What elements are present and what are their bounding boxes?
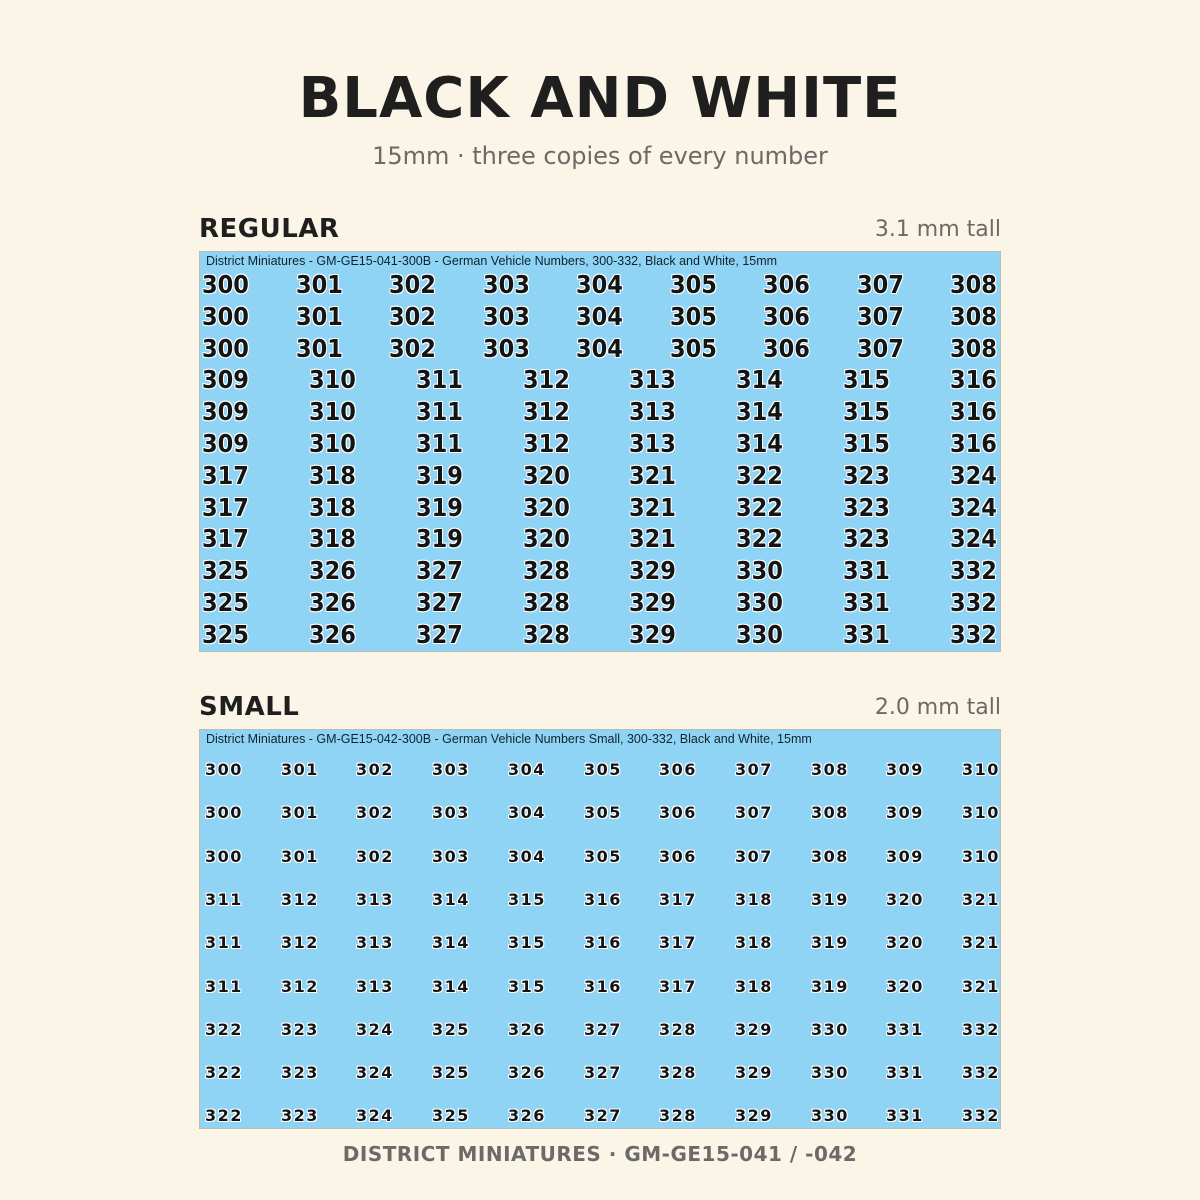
decal-number: 331 [843, 556, 890, 586]
decal-number: 327 [416, 588, 463, 617]
decal-number: 304 [576, 301, 623, 331]
decal-number: 309 [886, 803, 924, 823]
decal-number: 302 [356, 803, 394, 823]
small-size-label: 2.0 mm tall [874, 695, 1001, 720]
decal-number: 324 [950, 460, 997, 490]
decal-number: 310 [962, 760, 1000, 779]
decal-number: 309 [202, 397, 249, 427]
decal-number: 301 [281, 803, 319, 823]
decal-number: 318 [309, 492, 356, 522]
decal-number: 307 [857, 301, 904, 331]
decal-number: 317 [202, 492, 249, 522]
decal-number: 308 [950, 333, 997, 363]
decal-number: 315 [843, 397, 890, 427]
decal-number: 331 [886, 1106, 924, 1126]
decal-number: 312 [523, 365, 570, 395]
decal-number: 327 [416, 556, 463, 586]
number-row [200, 396, 1000, 428]
decal-number: 322 [736, 492, 783, 522]
decal-number: 311 [205, 933, 243, 953]
decal-number: 330 [811, 1063, 849, 1083]
decal-number: 324 [950, 492, 997, 522]
number-row [200, 1106, 1000, 1129]
decal-number: 304 [508, 803, 546, 823]
decal-number: 313 [629, 429, 676, 458]
decal-number: 326 [508, 1063, 546, 1083]
decal-number: 330 [811, 1106, 849, 1126]
decal-number: 329 [735, 1106, 773, 1126]
decal-number: 327 [584, 1106, 622, 1126]
decal-number: 328 [523, 556, 570, 586]
decal-number: 331 [886, 1063, 924, 1083]
decal-number: 321 [629, 524, 676, 554]
decal-number: 323 [281, 1106, 319, 1126]
number-row [200, 492, 1000, 524]
decal-number: 322 [736, 524, 783, 554]
number-row [200, 523, 1000, 555]
decal-number: 305 [584, 760, 622, 779]
decal-number: 328 [659, 1019, 697, 1039]
decal-number: 332 [950, 556, 997, 586]
decal-number: 314 [736, 429, 783, 458]
decal-number: 306 [659, 803, 697, 823]
decal-number: 317 [659, 976, 697, 996]
decal-number: 300 [205, 803, 243, 823]
decal-number: 300 [202, 301, 249, 331]
small-sheet-caption: District Miniatures - GM-GE15-042-300B - German Vehicle Numbers Small, 300-332, Black and White, 15mm [206, 732, 812, 746]
decal-number: 324 [950, 524, 997, 554]
decal-number: 321 [629, 492, 676, 522]
number-row [200, 555, 1000, 587]
decal-number: 308 [811, 760, 849, 779]
decal-number: 323 [843, 492, 890, 522]
decal-number: 301 [296, 333, 343, 363]
decal-number: 314 [432, 933, 470, 953]
decal-number: 314 [432, 889, 470, 909]
decal-number: 305 [584, 803, 622, 823]
decal-number: 329 [735, 1019, 773, 1039]
decal-number: 304 [508, 760, 546, 779]
decal-number: 323 [843, 460, 890, 490]
decal-number: 315 [508, 889, 546, 909]
decal-number: 305 [670, 301, 717, 331]
decal-number: 332 [962, 1063, 1000, 1083]
decal-number: 319 [416, 524, 463, 554]
decal-number: 322 [205, 1019, 243, 1039]
decal-number: 312 [281, 889, 319, 909]
decal-number: 318 [735, 933, 773, 953]
decal-number: 328 [659, 1106, 697, 1126]
decal-number: 330 [736, 556, 783, 586]
number-row [200, 301, 1000, 333]
decal-number: 332 [962, 1106, 1000, 1126]
decal-number: 318 [735, 976, 773, 996]
decal-number: 331 [843, 619, 890, 649]
decal-number: 310 [309, 429, 356, 458]
decal-number: 301 [281, 846, 319, 866]
decal-number: 311 [416, 397, 463, 427]
decal-number: 318 [309, 524, 356, 554]
decal-number: 325 [202, 619, 249, 649]
decal-number: 305 [670, 333, 717, 363]
decal-number: 326 [309, 588, 356, 617]
decal-number: 326 [508, 1106, 546, 1126]
decal-number: 323 [281, 1019, 319, 1039]
decal-number: 306 [763, 301, 810, 331]
decal-number: 302 [389, 270, 436, 299]
decal-number: 329 [629, 588, 676, 617]
decal-number: 315 [843, 365, 890, 395]
decal-number: 303 [483, 301, 530, 331]
decal-number: 302 [356, 760, 394, 779]
decal-number: 316 [950, 397, 997, 427]
decal-number: 315 [843, 429, 890, 458]
decal-number: 302 [389, 333, 436, 363]
decal-number: 321 [962, 933, 1000, 953]
decal-number: 330 [811, 1019, 849, 1039]
page-subtitle: 15mm · three copies of every number [372, 142, 828, 170]
decal-number: 319 [811, 976, 849, 996]
decal-number: 303 [432, 803, 470, 823]
decal-number: 319 [416, 492, 463, 522]
decal-number: 332 [950, 588, 997, 617]
number-row [200, 587, 1000, 619]
number-row [200, 1020, 1000, 1052]
decal-number: 332 [950, 619, 997, 649]
decal-number: 314 [736, 365, 783, 395]
decal-number: 311 [416, 365, 463, 395]
small-decal-sheet [199, 729, 1001, 1129]
number-row [200, 760, 1000, 792]
decal-number: 302 [389, 301, 436, 331]
decal-number: 322 [205, 1063, 243, 1083]
decal-number: 307 [735, 803, 773, 823]
decal-number: 325 [202, 588, 249, 617]
decal-number: 307 [857, 270, 904, 299]
decal-number: 328 [523, 619, 570, 649]
decal-number: 315 [508, 976, 546, 996]
decal-number: 313 [629, 365, 676, 395]
decal-number: 324 [356, 1106, 394, 1126]
decal-number: 331 [843, 588, 890, 617]
decal-number: 329 [629, 556, 676, 586]
decal-number: 316 [950, 429, 997, 458]
decal-number: 303 [483, 270, 530, 299]
decal-number: 319 [811, 889, 849, 909]
decal-number: 316 [584, 976, 622, 996]
number-row [200, 364, 1000, 396]
decal-number: 300 [205, 760, 243, 779]
regular-section-title: REGULAR [199, 214, 340, 244]
small-section-title: SMALL [199, 692, 300, 722]
decal-number: 309 [886, 760, 924, 779]
decal-number: 325 [432, 1019, 470, 1039]
decal-number: 327 [584, 1019, 622, 1039]
decal-number: 323 [281, 1063, 319, 1083]
decal-number: 301 [281, 760, 319, 779]
decal-number: 306 [659, 760, 697, 779]
decal-number: 318 [735, 889, 773, 909]
decal-number: 320 [523, 460, 570, 490]
decal-number: 328 [523, 588, 570, 617]
number-row [200, 847, 1000, 879]
decal-number: 330 [736, 619, 783, 649]
decal-number: 329 [735, 1063, 773, 1083]
decal-number: 321 [962, 889, 1000, 909]
decal-number: 308 [811, 846, 849, 866]
decal-number: 301 [296, 301, 343, 331]
regular-decal-sheet [199, 251, 1001, 652]
decal-number: 319 [811, 933, 849, 953]
footer-credit: DISTRICT MINIATURES · GM-GE15-041 / -042 [342, 1142, 858, 1166]
decal-number: 306 [763, 270, 810, 299]
decal-number: 313 [356, 976, 394, 996]
decal-number: 310 [309, 397, 356, 427]
decal-number: 316 [950, 365, 997, 395]
number-row [200, 890, 1000, 922]
decal-number: 326 [309, 619, 356, 649]
decal-number: 310 [962, 803, 1000, 823]
decal-number: 326 [309, 556, 356, 586]
decal-number: 312 [281, 976, 319, 996]
number-row [200, 803, 1000, 835]
decal-number: 310 [962, 846, 1000, 866]
decal-number: 314 [432, 976, 470, 996]
decal-number: 303 [432, 846, 470, 866]
decal-number: 316 [584, 933, 622, 953]
decal-number: 305 [584, 846, 622, 866]
decal-number: 325 [202, 556, 249, 586]
decal-number: 329 [629, 619, 676, 649]
decal-number: 300 [202, 270, 249, 299]
decal-number: 327 [584, 1063, 622, 1083]
decal-number: 320 [886, 889, 924, 909]
decal-number: 332 [962, 1019, 1000, 1039]
regular-section-header [199, 213, 1001, 245]
decal-number: 319 [416, 460, 463, 490]
regular-sheet-caption: District Miniatures - GM-GE15-041-300B - German Vehicle Numbers, 300-332, Black and White, 15mm [206, 254, 778, 268]
decal-number: 320 [523, 492, 570, 522]
decal-number: 321 [962, 976, 1000, 996]
decal-number: 321 [629, 460, 676, 490]
decal-number: 310 [309, 365, 356, 395]
decal-number: 320 [886, 933, 924, 953]
decal-number: 307 [735, 846, 773, 866]
decal-number: 305 [670, 270, 717, 299]
number-row [200, 977, 1000, 1009]
decal-number: 330 [736, 588, 783, 617]
number-row [200, 428, 1000, 460]
decal-number: 313 [356, 933, 394, 953]
decal-number: 324 [356, 1019, 394, 1039]
decal-number: 317 [202, 524, 249, 554]
small-section-header [199, 691, 1001, 723]
decal-number: 326 [508, 1019, 546, 1039]
decal-number: 315 [508, 933, 546, 953]
decal-number: 309 [202, 365, 249, 395]
decal-number: 317 [659, 933, 697, 953]
decal-number: 317 [659, 889, 697, 909]
decal-number: 300 [202, 333, 249, 363]
decal-number: 309 [886, 846, 924, 866]
decal-number: 312 [523, 397, 570, 427]
decal-number: 325 [432, 1063, 470, 1083]
decal-number: 318 [309, 460, 356, 490]
decal-number: 307 [735, 760, 773, 779]
decal-number: 304 [576, 333, 623, 363]
decal-number: 331 [886, 1019, 924, 1039]
number-row [200, 619, 1000, 651]
decal-number: 324 [356, 1063, 394, 1083]
decal-number: 308 [811, 803, 849, 823]
decal-number: 303 [483, 333, 530, 363]
decal-number: 308 [950, 270, 997, 299]
decal-number: 327 [416, 619, 463, 649]
decal-number: 320 [523, 524, 570, 554]
decal-number: 311 [205, 976, 243, 996]
decal-number: 300 [205, 846, 243, 866]
decal-number: 301 [296, 270, 343, 299]
decal-number: 322 [736, 460, 783, 490]
decal-number: 306 [659, 846, 697, 866]
regular-size-label: 3.1 mm tall [874, 217, 1001, 242]
decal-number: 320 [886, 976, 924, 996]
decal-number: 306 [763, 333, 810, 363]
decal-number: 325 [432, 1106, 470, 1126]
decal-number: 304 [576, 270, 623, 299]
number-row [200, 933, 1000, 965]
decal-number: 303 [432, 760, 470, 779]
number-row [200, 460, 1000, 492]
decal-number: 307 [857, 333, 904, 363]
decal-number: 328 [659, 1063, 697, 1083]
decal-number: 322 [205, 1106, 243, 1126]
decal-number: 311 [416, 429, 463, 458]
decal-number: 302 [356, 846, 394, 866]
decal-number: 304 [508, 846, 546, 866]
decal-number: 313 [629, 397, 676, 427]
decal-number: 317 [202, 460, 249, 490]
decal-number: 313 [356, 889, 394, 909]
decal-number: 314 [736, 397, 783, 427]
number-row [200, 333, 1000, 365]
decal-number: 312 [281, 933, 319, 953]
decal-number: 316 [584, 889, 622, 909]
decal-number: 312 [523, 429, 570, 458]
decal-number: 323 [843, 524, 890, 554]
decal-number: 311 [205, 889, 243, 909]
number-row [200, 1063, 1000, 1095]
decal-number: 309 [202, 429, 249, 458]
decal-number: 308 [950, 301, 997, 331]
number-row [200, 269, 1000, 301]
page-title: BLACK AND WHITE [298, 66, 902, 131]
